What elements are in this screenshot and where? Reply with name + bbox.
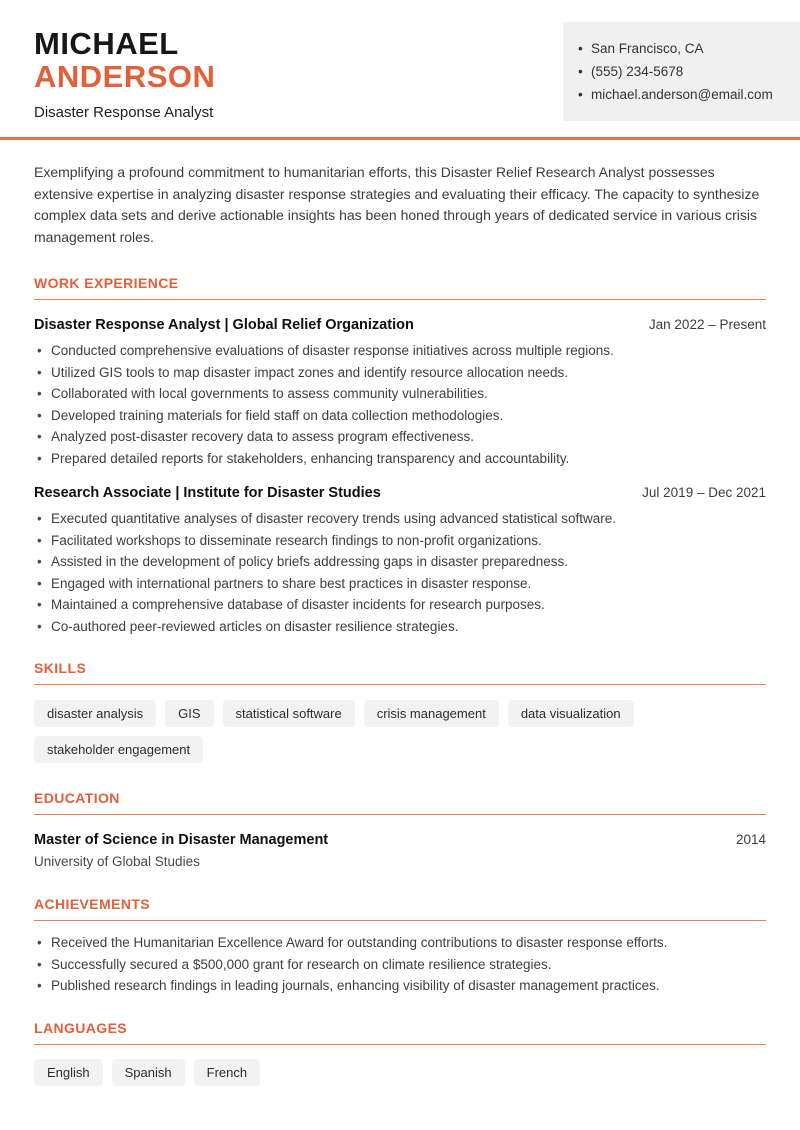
bullet-item: • Utilized GIS tools to map disaster impact zones and identify resource allocation needs. xyxy=(34,366,766,380)
skill-tag: stakeholder engagement xyxy=(34,736,203,763)
skill-tag: data visualization xyxy=(508,700,634,727)
summary-text: Exemplifying a profound commitment to humanitarian efforts, this Disaster Relief Research Analyst possesses extensive expertise in analyzing disaster response strategies and evaluating their efficacy. The capacity to synthesize complex data sets and derive actionable insights has been honed through years of dedicated service in various crisis management roles. xyxy=(34,164,760,245)
achievement-list xyxy=(34,936,766,993)
contact-email: • michael.anderson@email.com xyxy=(577,85,790,104)
skill-tag: disaster analysis xyxy=(34,700,156,727)
bullet-item: • Assisted in the development of policy briefs addressing gaps in disaster preparedness. xyxy=(34,555,766,569)
bullet-item: • Developed training materials for field staff on data collection methodologies. xyxy=(34,409,766,423)
languages-tag-list xyxy=(34,1059,766,1086)
bullet-item: • Analyzed post-disaster recovery data to assess program effectiveness. xyxy=(34,430,766,444)
resume-body xyxy=(0,162,800,1086)
section-rule xyxy=(34,299,766,300)
job-title: Research Associate | Institute for Disaster Studies xyxy=(34,485,381,501)
first-name: MICHAEL xyxy=(34,26,179,61)
job-entry xyxy=(34,485,766,633)
language-tag: English xyxy=(34,1059,103,1086)
language-tag: French xyxy=(194,1059,260,1086)
languages-section-title: LANGUAGES xyxy=(34,1019,128,1036)
bullet-item: • Facilitated workshops to disseminate research findings to non-profit organizations. xyxy=(34,534,766,548)
bullet-item: • Engaged with international partners to share best practices in disaster response. xyxy=(34,577,766,591)
job-dates: Jan 2022 – Present xyxy=(648,317,766,332)
skill-tag: statistical software xyxy=(223,700,355,727)
section-work-experience xyxy=(34,275,766,633)
degree-year: 2014 xyxy=(735,832,766,847)
achievement-item: • Published research findings in leading journals, enhancing visibility of disaster management practices. xyxy=(34,979,766,993)
section-rule xyxy=(34,814,766,815)
role-title: Disaster Response Analyst xyxy=(34,104,214,121)
section-rule xyxy=(34,1044,766,1045)
achievement-item: • Successfully secured a $500,000 grant for research on climate resilience strategies. xyxy=(34,958,766,972)
skills-tag-list xyxy=(34,700,766,763)
section-rule xyxy=(34,920,766,921)
bullet-item: • Co-authored peer-reviewed articles on disaster resilience strategies. xyxy=(34,620,766,634)
job-bullet-list xyxy=(34,512,766,633)
achievements-section-title: ACHIEVEMENTS xyxy=(34,896,151,912)
bullet-item: • Collaborated with local governments to assess community vulnerabilities. xyxy=(34,387,766,401)
section-education xyxy=(34,790,766,869)
education-section-title: EDUCATION xyxy=(34,790,120,806)
bullet-item: • Conducted comprehensive evaluations of disaster response initiatives across multiple regions. xyxy=(34,344,766,358)
section-rule xyxy=(34,684,766,685)
skill-tag: crisis management xyxy=(364,700,499,727)
section-skills xyxy=(34,660,766,763)
contact-list xyxy=(577,39,790,104)
section-achievements xyxy=(34,896,766,993)
bullet-item: • Prepared detailed reports for stakeholders, enhancing transparency and accountability. xyxy=(34,452,766,466)
job-header xyxy=(34,485,766,501)
job-entry xyxy=(34,317,766,465)
degree-title: Master of Science in Disaster Management xyxy=(34,832,329,848)
contact-box xyxy=(563,22,800,121)
contact-location: • San Francisco, CA xyxy=(577,39,790,58)
job-title: Disaster Response Analyst | Global Relief Organization xyxy=(34,317,414,333)
school-name: University of Global Studies xyxy=(34,854,200,869)
last-name: ANDERSON xyxy=(34,59,216,94)
contact-phone: • (555) 234-5678 xyxy=(577,62,790,81)
header-divider xyxy=(0,137,800,140)
job-header xyxy=(34,317,766,333)
skill-tag: GIS xyxy=(165,700,213,727)
bullet-item: • Maintained a comprehensive database of disaster incidents for research purposes. xyxy=(34,598,766,612)
resume-header xyxy=(0,0,800,137)
section-languages xyxy=(34,1020,766,1086)
job-dates: Jul 2019 – Dec 2021 xyxy=(642,485,766,500)
achievement-item: • Received the Humanitarian Excellence Award for outstanding contributions to disaster response efforts. xyxy=(34,936,766,950)
job-bullet-list xyxy=(34,344,766,465)
education-header xyxy=(34,832,766,848)
bullet-item: • Executed quantitative analyses of disaster recovery trends using advanced statistical software. xyxy=(34,512,766,526)
skills-section-title: SKILLS xyxy=(34,660,87,676)
language-tag: Spanish xyxy=(112,1059,185,1086)
work-section-title: WORK EXPERIENCE xyxy=(34,275,179,291)
